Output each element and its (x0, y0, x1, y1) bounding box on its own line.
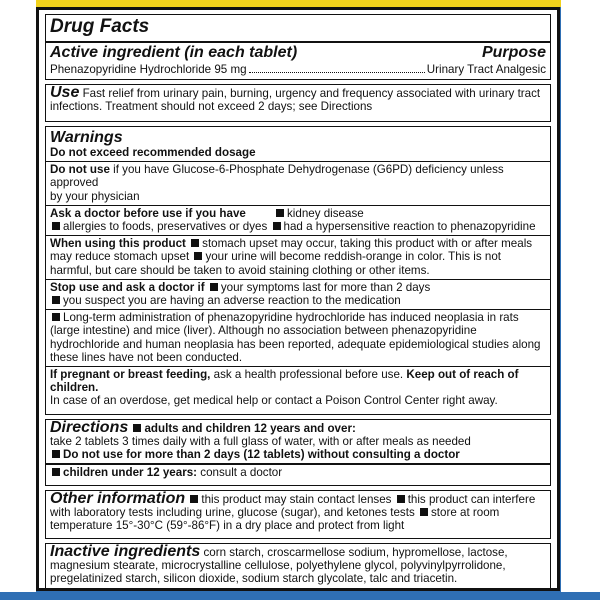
long-term-line-4: these lines have not been conducted. (50, 350, 243, 364)
when-using-line-3: harmful, but care should be taken to avoid staining clothing or other items. (50, 263, 430, 277)
bullet-icon (273, 222, 281, 230)
bullet-icon (133, 424, 141, 432)
bullet-icon (52, 296, 60, 304)
bullet-icon (52, 313, 60, 321)
bullet-icon (191, 239, 199, 247)
drug-facts-title: Drug Facts (50, 16, 150, 37)
use-section (45, 84, 551, 122)
warnings-heading: Warnings (50, 129, 123, 146)
bullet-icon (397, 495, 405, 503)
active-ingredient-heading: Active ingredient (in each tablet) (50, 44, 298, 61)
active-ingredient: Phenazopyridine Hydrochloride 95 mg (50, 63, 247, 76)
long-term-line-1: Long-term administration of phenazopyridine hydrochloride has induced neoplasia in rats (63, 311, 519, 325)
bullet-icon (52, 450, 60, 458)
header-section (45, 14, 551, 80)
when-using-label: When using this product (50, 237, 186, 251)
warnings-section (45, 126, 551, 415)
bullet-icon (190, 495, 198, 503)
bullet-icon (52, 222, 60, 230)
ask-doctor-label: Ask a doctor before use if you have (50, 206, 246, 220)
bullet-icon (194, 252, 202, 260)
use-heading: Use (50, 84, 80, 101)
inactive-ingredients-heading: Inactive ingredients (50, 543, 201, 560)
use-line-1: Fast relief from urinary pain, burning, urgency and frequency associated with urinary tract (82, 87, 541, 100)
directions-section (45, 419, 551, 486)
other-line-2b: store at room (431, 506, 500, 520)
pregnant-text: ask a health professional before use. (213, 368, 404, 382)
keep-out-of-reach: Keep out of reach of children. (50, 368, 519, 395)
right-margin (561, 0, 600, 600)
children-label: children under 12 years: (63, 465, 198, 479)
other-line-1b: this product can interfere (407, 493, 536, 506)
drug-facts-panel (36, 7, 560, 591)
bottom-color-band (0, 592, 600, 600)
bullet-icon (52, 468, 60, 476)
inactive-line-1: corn starch, croscarmellose sodium, hypromellose, lactose, (203, 546, 508, 559)
do-not-use-label: Do not use (50, 163, 110, 177)
overdose-text: In case of an overdose, get medical help or contact a Poison Control Center right away. (50, 394, 498, 408)
inactive-line-3: pregelatinized starch, silicon dioxide, sodium starch glycolate, talc and triacetin. (50, 572, 458, 586)
ask-kidney: kidney disease (287, 206, 364, 220)
top-color-strip (0, 0, 600, 7)
long-term-line-2: (large intestine) and mice (liver). Although no association between phenazopyridine (50, 324, 477, 338)
when-using-line-2: may reduce stomach upset (50, 250, 190, 264)
stop-use-label: Stop use and ask a doctor if (50, 280, 205, 294)
ask-allergies: allergies to foods, preservatives or dyes (63, 220, 268, 234)
children-text: consult a doctor (200, 465, 283, 479)
do-not-use-line-1: if you have Glucose-6-Phosphate Dehydrogenase (G6PD) deficiency unless approved (50, 163, 504, 190)
purpose-heading: Purpose (481, 44, 546, 61)
purpose-text: Urinary Tract Analgesic (426, 63, 546, 76)
ask-hypersensitive: had a hypersensitive reaction to phenazopyridine (283, 220, 536, 234)
left-margin (0, 0, 36, 600)
bullet-icon (276, 209, 284, 217)
other-line-3: temperature 15°-30°C (59°-86°F) in a dry place and protect from light (50, 519, 405, 533)
other-line-2a: with laboratory tests including urine, glucose (sugar), and ketones tests (50, 506, 415, 520)
other-information-heading: Other information (50, 490, 186, 507)
inactive-line-2: magnesium stearate, microcrystalline cellulose, polyethylene glycol, polyvinylpyrrolidone, (50, 559, 506, 573)
stop-use-line-1: your symptoms last for more than 2 days (220, 280, 431, 294)
stop-use-line-2: you suspect you are having an adverse reaction to the medication (63, 294, 401, 308)
do-not-use-line-2: by your physician (50, 189, 140, 203)
inactive-ingredients-section (45, 543, 551, 589)
long-term-line-3: hydrochloride and human neoplasia has been reported, adequate epidemiological studies along (50, 337, 541, 351)
directions-heading: Directions (50, 419, 129, 436)
bullet-icon (420, 508, 428, 516)
when-using-line-1: stomach upset may occur, taking this product with or after meals (202, 237, 533, 251)
other-line-1a: this product may stain contact lenses (201, 493, 392, 506)
adults-text: take 2 tablets 3 times daily with a full glass of water, with or after meals as needed (50, 435, 471, 449)
adults-label: adults and children 12 years and over: (144, 422, 356, 435)
pregnant-label: If pregnant or breast feeding, (50, 368, 211, 382)
other-information-section (45, 490, 551, 539)
dosage-warning: Do not exceed recommended dosage (50, 146, 256, 159)
directions-do-not-use: Do not use for more than 2 days (12 tablets) without consulting a doctor (63, 448, 460, 462)
bullet-icon (210, 283, 218, 291)
when-using-line-2b: your urine will become reddish-orange in color. This is not (205, 250, 502, 264)
leader-dots (249, 72, 425, 73)
use-line-2: infections. Treatment should not exceed 2 days; see Directions (50, 100, 373, 114)
